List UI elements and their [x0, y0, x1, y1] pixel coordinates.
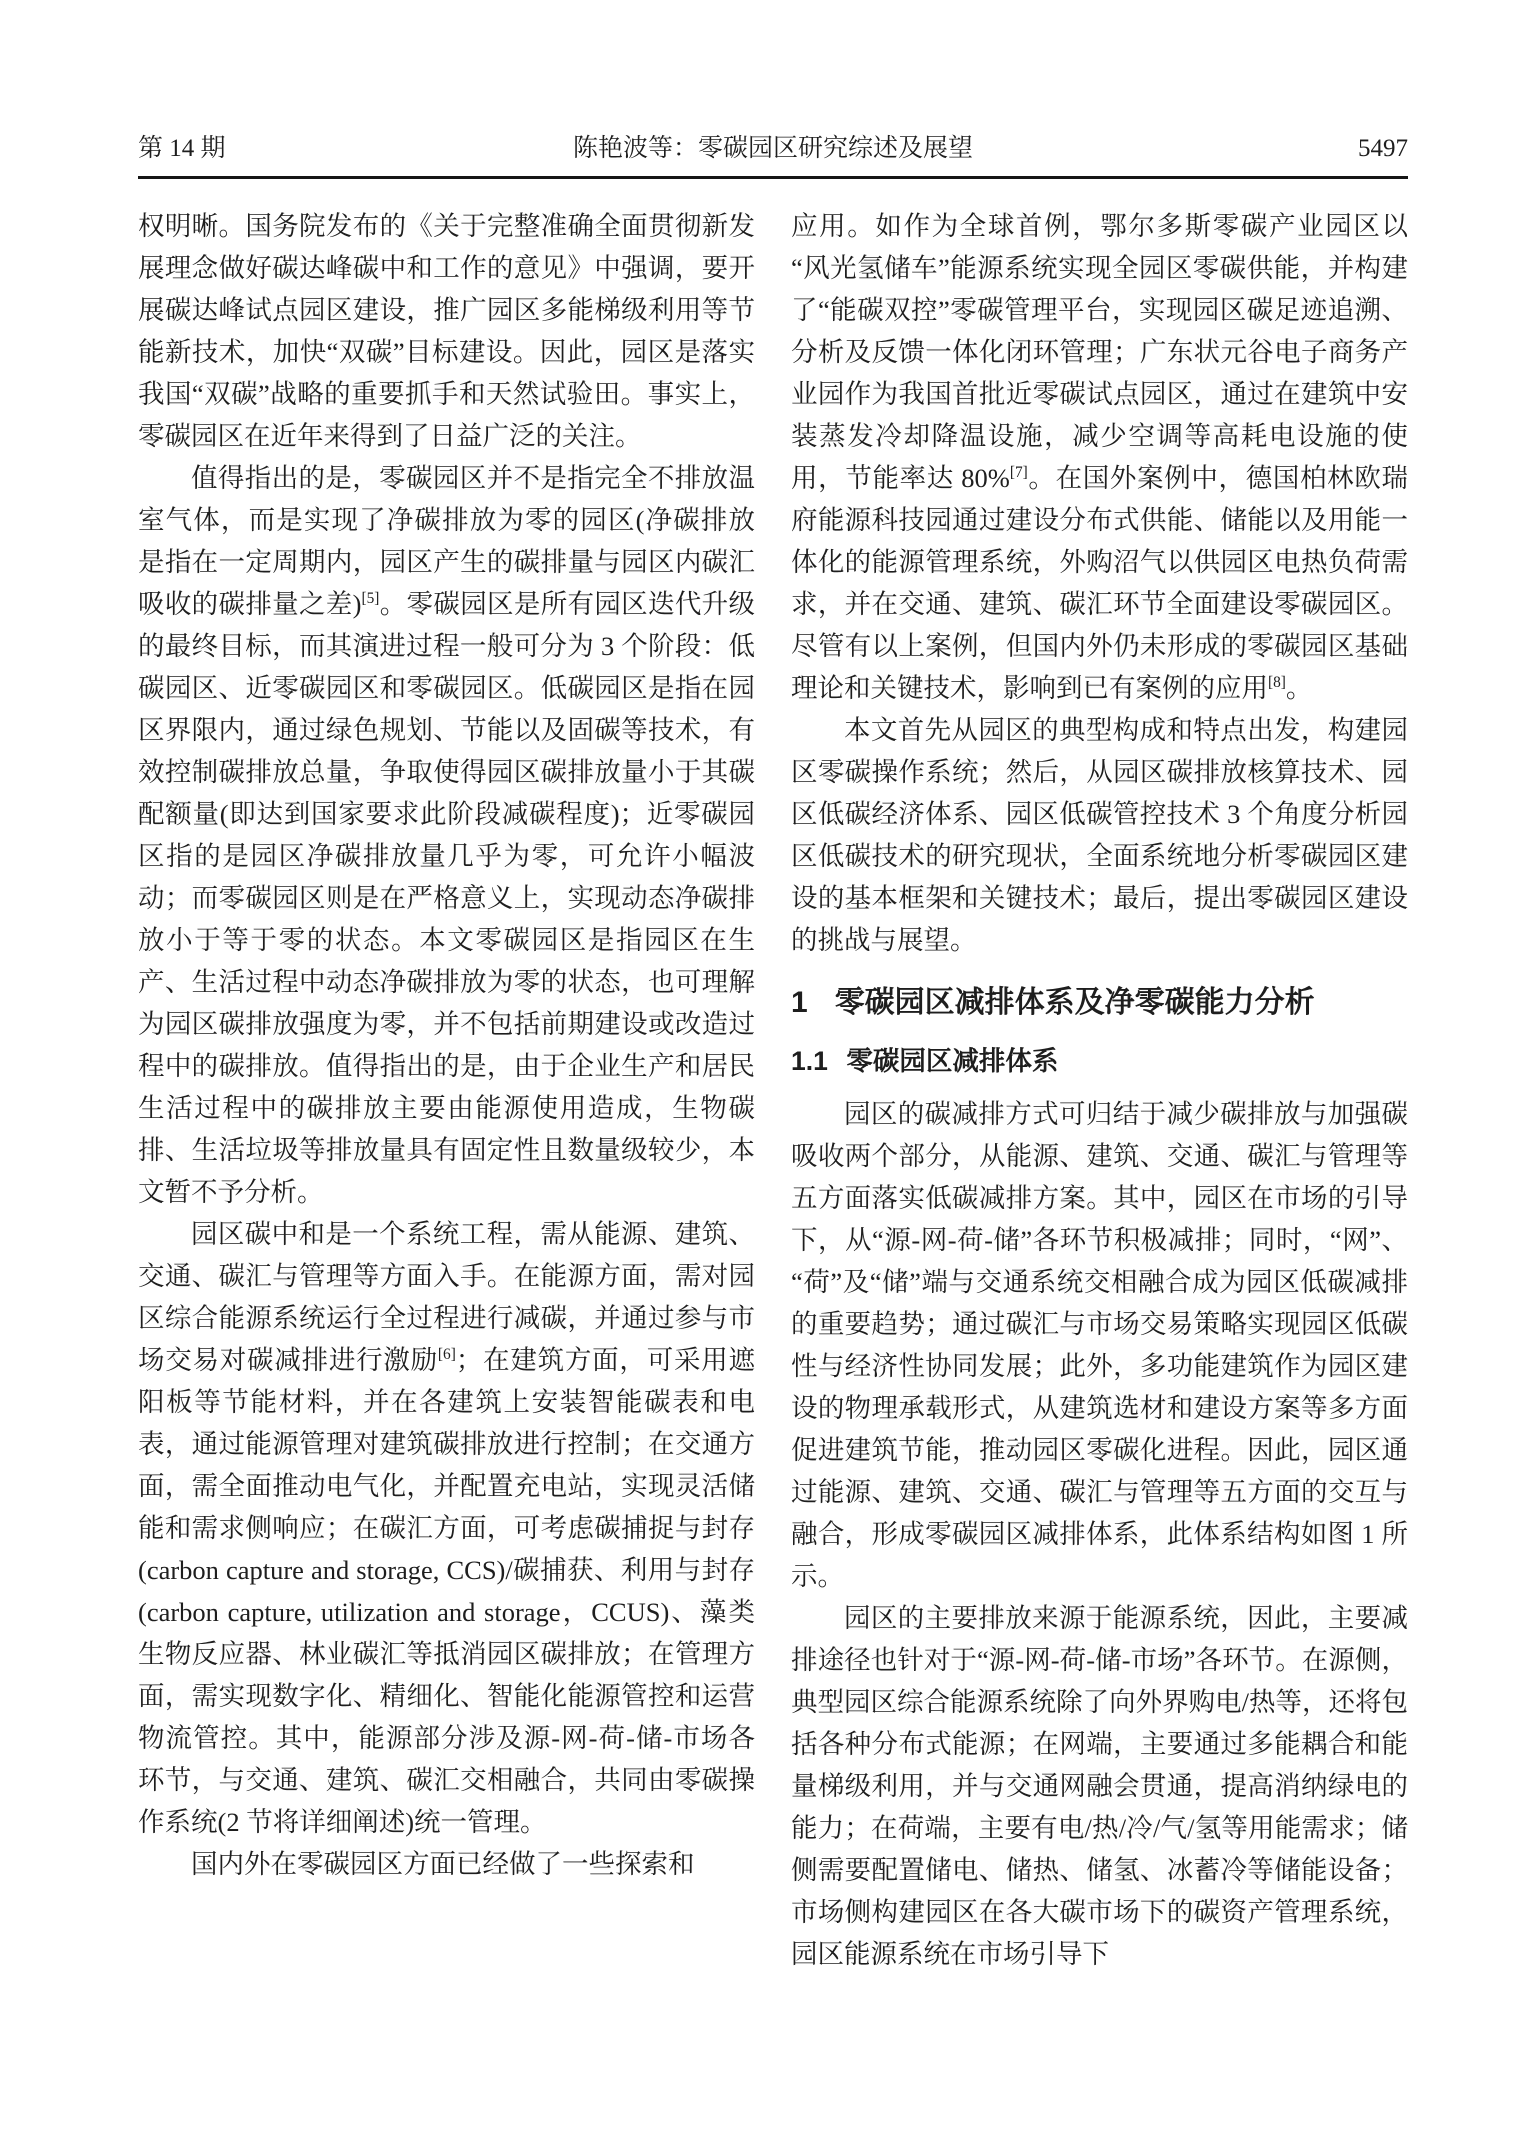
text-run: 权明晰。国务院发布的《关于完整准确全面贯彻新发展理念做好碳达峰碳中和工作的意见》中强调，要开展碳达峰试点园区建设，推广园区多能梯级利用等节能新技术，加快“双碳”目标建设。因此，园区是落实我国“双碳”战略的重要抓手和天然试验田。事实上，零碳园区在近年来得到了日益广泛的关注。: [138, 211, 755, 451]
header-rule: [138, 176, 1408, 179]
text-run: 。在国外案例中，德国柏林欧瑞府能源科技园通过建设分布式供能、储能以及用能一体化的能源管理系统，外购沼气以供园区电热负荷需求，并在交通、建筑、碳汇环节全面建设零碳园区。尽管有以上案例，但国内外仍未形成的零碳园区基础理论和关键技术，影响到已有案例的应用: [791, 463, 1408, 703]
paragraph: [791, 1093, 1408, 1597]
two-column-body: [138, 205, 1408, 1975]
paragraph: [791, 205, 1408, 709]
text-run: ；在建筑方面，可采用遮阳板等节能材料，并在各建筑上安装智能碳表和电表，通过能源管理对建筑碳排放进行控制；在交通方面，需全面推动电气化，并配置充电站，实现灵活储能和需求侧响应；在碳汇方面，可考虑碳捕捉与封存(carbon capture and storage, CCS)/碳捕获、利用与封存(carbon capture, utilization and storage，CCUS)、藻类生物反应器、林业碳汇等抵消园区碳排放；在管理方面，需实现数字化、精细化、智能化能源管控和运营物流管控。其中，能源部分涉及源-网-荷-储-市场各环节，与交通、建筑、碳汇交相融合，共同由零碳操作系统(2 节将详细阐述)统一管理。: [138, 1345, 755, 1837]
paragraph: [138, 457, 755, 1213]
text-run: 。零碳园区是所有园区迭代升级的最终目标，而其演进过程一般可分为 3 个阶段：低碳园区、近零碳园区和零碳园区。低碳园区是指在园区界限内，通过绿色规划、节能以及固碳等技术，有效控制碳排放总量，争取使得园区碳排放量小于其碳配额量(即达到国家要求此阶段减碳程度)；近零碳园区指的是园区净碳排放量几乎为零，可允许小幅波动；而零碳园区则是在严格意义上，实现动态净碳排放小于等于零的状态。本文零碳园区是指园区在生产、生活过程中动态净碳排放为零的状态，也可理解为园区碳排放强度为零，并不包括前期建设或改造过程中的碳排放。值得指出的是，由于企业生产和居民生活过程中的碳排放主要由能源使用造成，生物碳排、生活垃圾等排放量具有固定性且数量级较少，本文暂不予分析。: [138, 589, 756, 1207]
issue-label: 第 14 期: [138, 135, 226, 162]
text-run: 园区碳中和是一个系统工程，需从能源、建筑、交通、碳汇与管理等方面入手。在能源方面，需对园区综合能源系统运行全过程进行减碳，并通过参与市场交易对碳减排进行激励: [138, 1219, 755, 1375]
subsection-heading: [791, 1043, 1408, 1079]
paragraph: [791, 709, 1408, 961]
text-run: 本文首先从园区的典型构成和特点出发，构建园区零碳操作系统；然后，从园区碳排放核算技术、园区低碳经济体系、园区低碳管控技术 3 个角度分析园区低碳技术的研究现状，全面系统地分析零碳园区建设的基本框架和关键技术；最后，提出零碳园区建设的挑战与展望。: [791, 715, 1408, 955]
paragraph: [791, 1597, 1408, 1975]
text-run: 应用。如作为全球首例，鄂尔多斯零碳产业园区以“风光氢储车”能源系统实现全园区零碳供能，并构建了“能碳双控”零碳管理平台，实现园区碳足迹追溯、分析及反馈一体化闭环管理；广东状元谷电子商务产业园作为我国首批近零碳试点园区，通过在建筑中安装蒸发冷却降温设施，减少空调等高耗电设施的使用，节能率达 80%: [791, 211, 1408, 493]
paragraph: [138, 1843, 755, 1885]
text-run: 国内外在零碳园区方面已经做了一些探索和: [191, 1849, 695, 1879]
left-column: [138, 205, 755, 1975]
running-header: [138, 134, 1408, 164]
paragraph: [138, 1213, 755, 1843]
section-title: 零碳园区减排体系及净零碳能力分析: [834, 986, 1315, 1019]
citation-ref: [7]: [1009, 464, 1028, 482]
running-title: 陈艳波等：零碳园区研究综述及展望: [572, 135, 973, 162]
right-column: [791, 205, 1408, 1975]
text-run: 园区的主要排放来源于能源系统，因此，主要减排途径也针对于“源-网-荷-储-市场”各环节。在源侧，典型园区综合能源系统除了向外界购电/热等，还将包括各种分布式能源；在网端，主要通过多能耦合和能量梯级利用，并与交通网融会贯通，提高消纳绿电的能力；在荷端，主要有电/热/冷/气/氢等用能需求；储侧需要配置储电、储热、储氢、冰蓄冷等储能设备；市场侧构建园区在各大碳市场下的碳资产管理系统，园区能源系统在市场引导下: [791, 1603, 1408, 1969]
paragraph: [138, 205, 755, 457]
citation-ref: [8]: [1268, 674, 1286, 692]
citation-ref: [5]: [361, 590, 380, 608]
page-number: 5497: [1358, 135, 1408, 162]
subsection-title: 零碳园区减排体系: [846, 1046, 1059, 1076]
citation-ref: [6]: [437, 1346, 456, 1364]
section-heading: [791, 983, 1408, 1023]
text-run: 。: [1285, 673, 1313, 703]
text-run: 园区的碳减排方式可归结于减少碳排放与加强碳吸收两个部分，从能源、建筑、交通、碳汇与管理等五方面落实低碳减排方案。其中，园区在市场的引导下，从“源-网-荷-储”各环节积极减排；同时，“网”、“荷”及“储”端与交通系统交相融合成为园区低碳减排的重要趋势；通过碳汇与市场交易策略实现园区低碳性与经济性协同发展；此外，多功能建筑作为园区建设的物理承载形式，从建筑选材和建设方案等多方面促进建筑节能，推动园区零碳化进程。因此，园区通过能源、建筑、交通、碳汇与管理等五方面的交互与融合，形成零碳园区减排体系，此体系结构如图 1 所示。: [791, 1099, 1408, 1591]
text-run: 值得指出的是，零碳园区并不是指完全不排放温室气体，而是实现了净碳排放为零的园区(净碳排放是指在一定周期内，园区产生的碳排量与园区内碳汇吸收的碳排量之差): [138, 463, 755, 619]
section-number: 1: [791, 986, 808, 1019]
subsection-number: 1.1: [791, 1046, 828, 1076]
